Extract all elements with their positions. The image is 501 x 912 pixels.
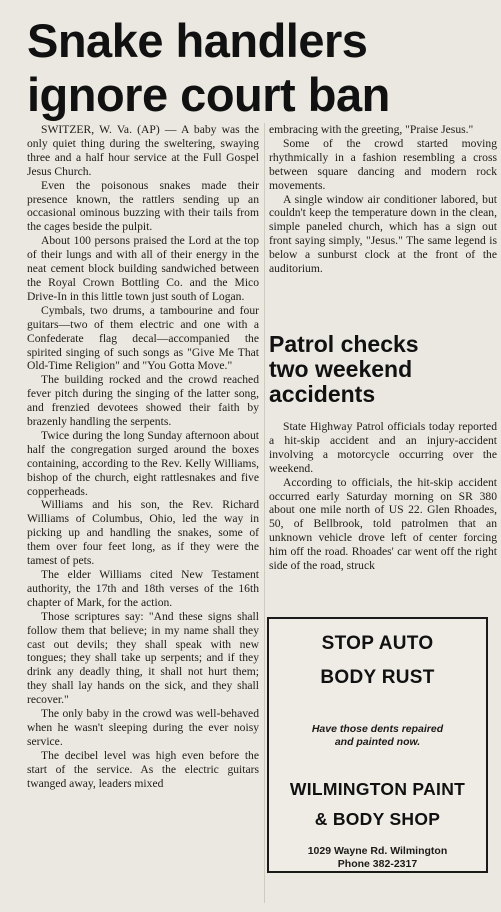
main-headline xyxy=(27,14,497,122)
ad-headline-1: STOP AUTO xyxy=(321,633,434,654)
headline-line-2: ignore court ban xyxy=(27,68,390,121)
column-divider xyxy=(264,123,265,903)
article-paragraph: The only baby in the crowd was well-behaved when he wasn't sleeping during the ever noisy service. xyxy=(27,707,259,748)
ad-headline-2: BODY RUST xyxy=(320,667,435,688)
article-paragraph: The decibel level was high even before the start of the service. As the electric guitars twanged away, leaders mixed xyxy=(27,748,259,790)
ad-phone: Phone 382-2317 xyxy=(337,858,418,870)
auto-body-advertisement xyxy=(267,617,488,873)
article-paragraph: Even the poisonous snakes made their presence known, the rattlers sending up an occasional ominous buzzing with their tails from the cages beside the pulpit. xyxy=(27,178,259,234)
ad-business-name-2: & BODY SHOP xyxy=(314,809,441,829)
article-paragraph: Williams and his son, the Rev. Richard Williams of Columbus, Ohio, led the way in picking up and handling the snakes, some of them over four feet long, as if they were the tamest of pets. xyxy=(27,498,259,568)
ad-tagline-1: Have those dents repaired xyxy=(311,723,444,735)
article-paragraph: According to officials, the hit-skip accident occurred early Saturday morning on SR 380 about one mile north of US 22. Glen Rhoades, 50, of Bellbrook, told patrolmen that an unknown vehicle drove left of center forcing him off the road. Rhoades' car went off the right side of the road, struck xyxy=(269,475,497,573)
article-paragraph: Some of the crowd started moving rhythmically in a fashion resembling a cross between square dancing and modern rock movements. xyxy=(269,136,497,192)
article-paragraph: Cymbals, two drums, a tambourine and four guitars—two of them electric and one with a Confederate flag decal—accompanied the spirited singing of such songs as "Give Me That Old-Time Religion" and "You Gotta Move." xyxy=(27,303,259,373)
ad-business-name-1: WILMINGTON PAINT xyxy=(289,779,466,799)
second-headline xyxy=(269,332,497,407)
article-paragraph: About 100 persons praised the Lord at the top of their lungs and with all of their energy in the neat cement block building sandwiched between the Royal Crown Bottling Co. and the Mico Drive-In in this little town just south of Logan. xyxy=(27,234,259,303)
second-article-body xyxy=(269,420,497,573)
article-paragraph: embracing with the greeting, "Praise Jesus." xyxy=(269,123,474,136)
article-paragraph: Twice during the long Sunday afternoon about half the congregation surged around the boxes containing, according to the Rev. Kelly Williams, bishop of the church, eight rattlesnakes and five copperheads. xyxy=(27,428,259,498)
article-column-left xyxy=(27,123,259,791)
article-column-right xyxy=(269,123,497,276)
second-headline-line-1: Patrol checks xyxy=(269,331,419,357)
article-paragraph: State Highway Patrol officials today reported a hit-skip accident and an injury-accident involving a motorcycle occurring over the weekend. xyxy=(269,420,497,475)
article-paragraph: Those scriptures say: "And these signs shall follow them that believe; in my name shall they cast out devils; they shall speak with new tongues; they shall take up serpents; and if they drink any deadly thing, it shall not hurt them; they shall lay hands on the sick, and they shall recover." xyxy=(27,609,259,707)
second-headline-line-3: accidents xyxy=(269,381,376,407)
headline-line-1: Snake handlers xyxy=(27,14,368,67)
second-headline-line-2: two weekend xyxy=(269,356,413,382)
article-paragraph: A single window air conditioner labored, but couldn't keep the temperature down in the clean, simple paneled church, which has a sign out front saying simply, "Jesus." The same legend is below a sunburst clock at the front of the auditorium. xyxy=(269,192,497,276)
ad-address: 1029 Wayne Rd. Wilmington xyxy=(307,845,448,857)
article-paragraph: The elder Williams cited New Testament authority, the 17th and 18th verses of the 16th chapter of Mark, for the action. xyxy=(27,568,259,609)
article-paragraph: The building rocked and the crowd reached fever pitch during the singing of the latter song, and frenzied devotees showed their faith by brazenly handling the serpents. xyxy=(27,373,259,429)
article-paragraph: SWITZER, W. Va. (AP) — A baby was the only quiet thing during the sweltering, swaying three and a half hour service at the Full Gospel Jesus Church. xyxy=(27,123,259,178)
ad-tagline-2: and painted now. xyxy=(334,736,421,748)
